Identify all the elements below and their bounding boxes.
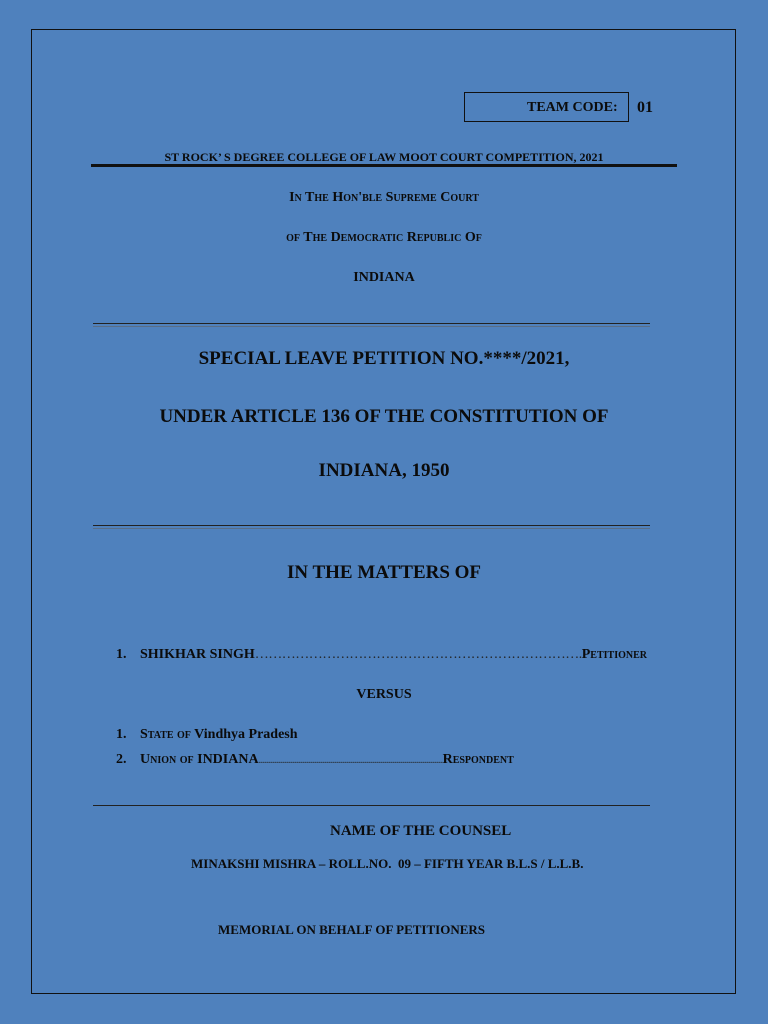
matters-heading: IN THE MATTERS OF xyxy=(286,562,482,583)
respondent-2-name: INDIANA xyxy=(197,752,259,767)
respondent-row-1 xyxy=(116,727,298,743)
team-code-label: TEAM CODE: xyxy=(527,100,618,115)
team-code-value: 01 xyxy=(637,99,653,116)
petitioner-dots: ………………………………………………………………. xyxy=(254,647,582,662)
petitioner-row xyxy=(116,647,647,663)
court-name-line-2: of The Democratic Republic Of xyxy=(286,230,482,245)
petition-number: SPECIAL LEAVE PETITION NO.****/2021, xyxy=(198,348,570,369)
counsel-heading: NAME OF THE COUNSEL xyxy=(330,823,512,839)
petitioner-name: SHIKHAR SINGH xyxy=(140,647,255,662)
competition-underline xyxy=(91,164,677,167)
versus-label: VERSUS xyxy=(356,687,412,702)
respondent-2-dots: ............................................................................................ xyxy=(258,755,443,766)
respondent-row-2 xyxy=(116,752,514,768)
divider-1 xyxy=(93,323,650,327)
petitioner-number: 1. xyxy=(116,647,127,662)
respondent-1-name: Vindhya Pradesh xyxy=(194,727,298,742)
divider-2 xyxy=(93,525,650,529)
respondent-1-prefix: State of xyxy=(140,727,191,742)
court-name-line-3: INDIANA xyxy=(353,270,415,285)
competition-title: ST ROCK’ S DEGREE COLLEGE OF LAW MOOT COURT COMPETITION, 2021 xyxy=(164,150,604,164)
respondent-1-number: 1. xyxy=(116,727,127,742)
respondent-2-role: Respondent xyxy=(442,752,514,767)
court-name-line-1: In The Hon'ble Supreme Court xyxy=(289,190,479,205)
respondent-2-prefix: Union of xyxy=(140,752,194,767)
petitioner-role: Petitioner xyxy=(581,647,647,662)
divider-3 xyxy=(93,805,650,806)
petition-article: UNDER ARTICLE 136 OF THE CONSTITUTION OF xyxy=(159,406,609,427)
memorial-footer: MEMORIAL ON BEHALF OF PETITIONERS xyxy=(218,922,486,937)
respondent-2-number: 2. xyxy=(116,752,127,767)
counsel-detail: MINAKSHI MISHRA – ROLL.NO. 09 – FIFTH YEAR B.L.S / L.L.B. xyxy=(191,856,584,871)
page-border xyxy=(31,29,736,994)
petition-constitution: INDIANA, 1950 xyxy=(318,460,450,481)
